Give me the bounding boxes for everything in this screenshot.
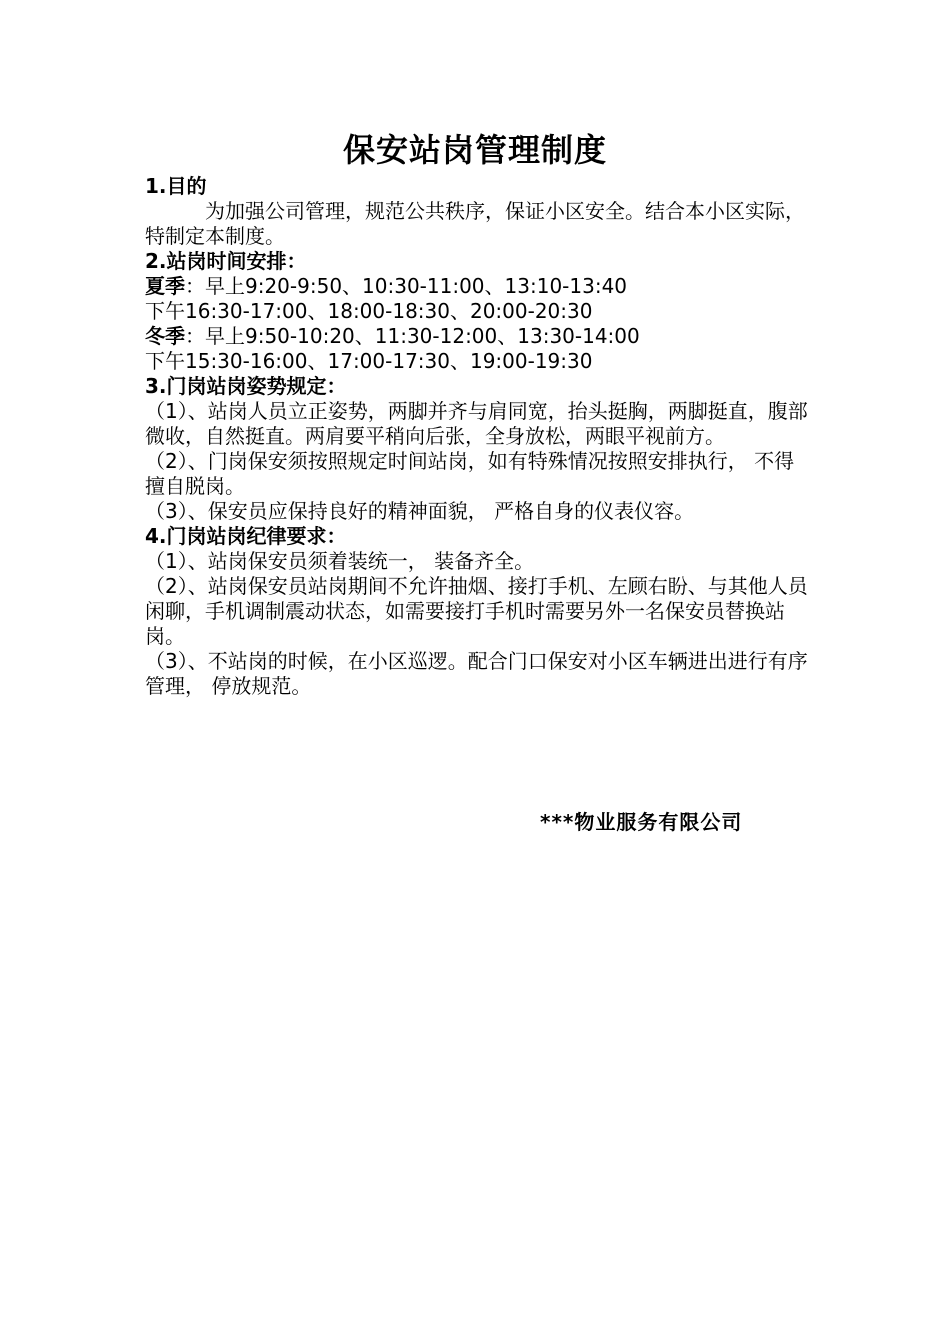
company-signature: ***物业服务有限公司	[540, 810, 743, 834]
section-heading-purpose: 1.目的	[145, 174, 207, 198]
document-title: 保安站岗管理制度	[342, 131, 607, 169]
posture-item: （3）、保安员应保持良好的精神面貌， 严格自身的仪表仪容。	[145, 499, 695, 523]
posture-item: （2）、门岗保安须按照规定时间站岗，如有特殊情况按照安排执行， 不得擅自脱岗。	[145, 449, 795, 498]
discipline-item: （2）、站岗保安员站岗期间不允许抽烟、接打手机、左顾右盼、与其他人员闲聊，手机调制震动状态，如需要接打手机时需要另外一名保安员替换站岗。	[145, 574, 808, 648]
winter-morning-times: ：早上9:50-10:20、11:30-12:00、13:30-14:00	[185, 324, 640, 348]
purpose-paragraph: 为加强公司管理，规范公共秩序，保证小区安全。结合本小区实际， 特制定本制度。	[145, 199, 805, 248]
section-heading-posture: 3.门岗站岗姿势规定：	[145, 374, 347, 398]
document-body	[145, 174, 810, 699]
winter-morning-line	[145, 324, 810, 349]
summer-morning-times: ：早上9:20-9:50、10:30-11:00、13:10-13:40	[185, 274, 628, 298]
winter-afternoon-line: 下午15:30-16:00、17:00-17:30、19:00-19:30	[145, 349, 593, 373]
summer-afternoon-line: 下午16:30-17:00、18:00-18:30、20:00-20:30	[145, 299, 593, 323]
summer-morning-line	[145, 274, 810, 299]
summer-label: 夏季	[145, 274, 185, 298]
posture-item: （1）、站岗人员立正姿势，两脚并齐与肩同宽，抬头挺胸，两脚挺直，腹部微收，自然挺直。两肩要平稍向后张，全身放松，两眼平视前方。	[145, 399, 808, 448]
section-heading-discipline: 4.门岗站岗纪律要求：	[145, 524, 347, 548]
section-heading-schedule: 2.站岗时间安排：	[145, 249, 307, 273]
winter-label: 冬季	[145, 324, 185, 348]
discipline-item: （1）、站岗保安员须着装统一， 装备齐全。	[145, 549, 535, 573]
discipline-item: （3）、不站岗的时候，在小区巡逻。配合门口保安对小区车辆进出进行有序管理， 停放规范。	[145, 649, 808, 698]
